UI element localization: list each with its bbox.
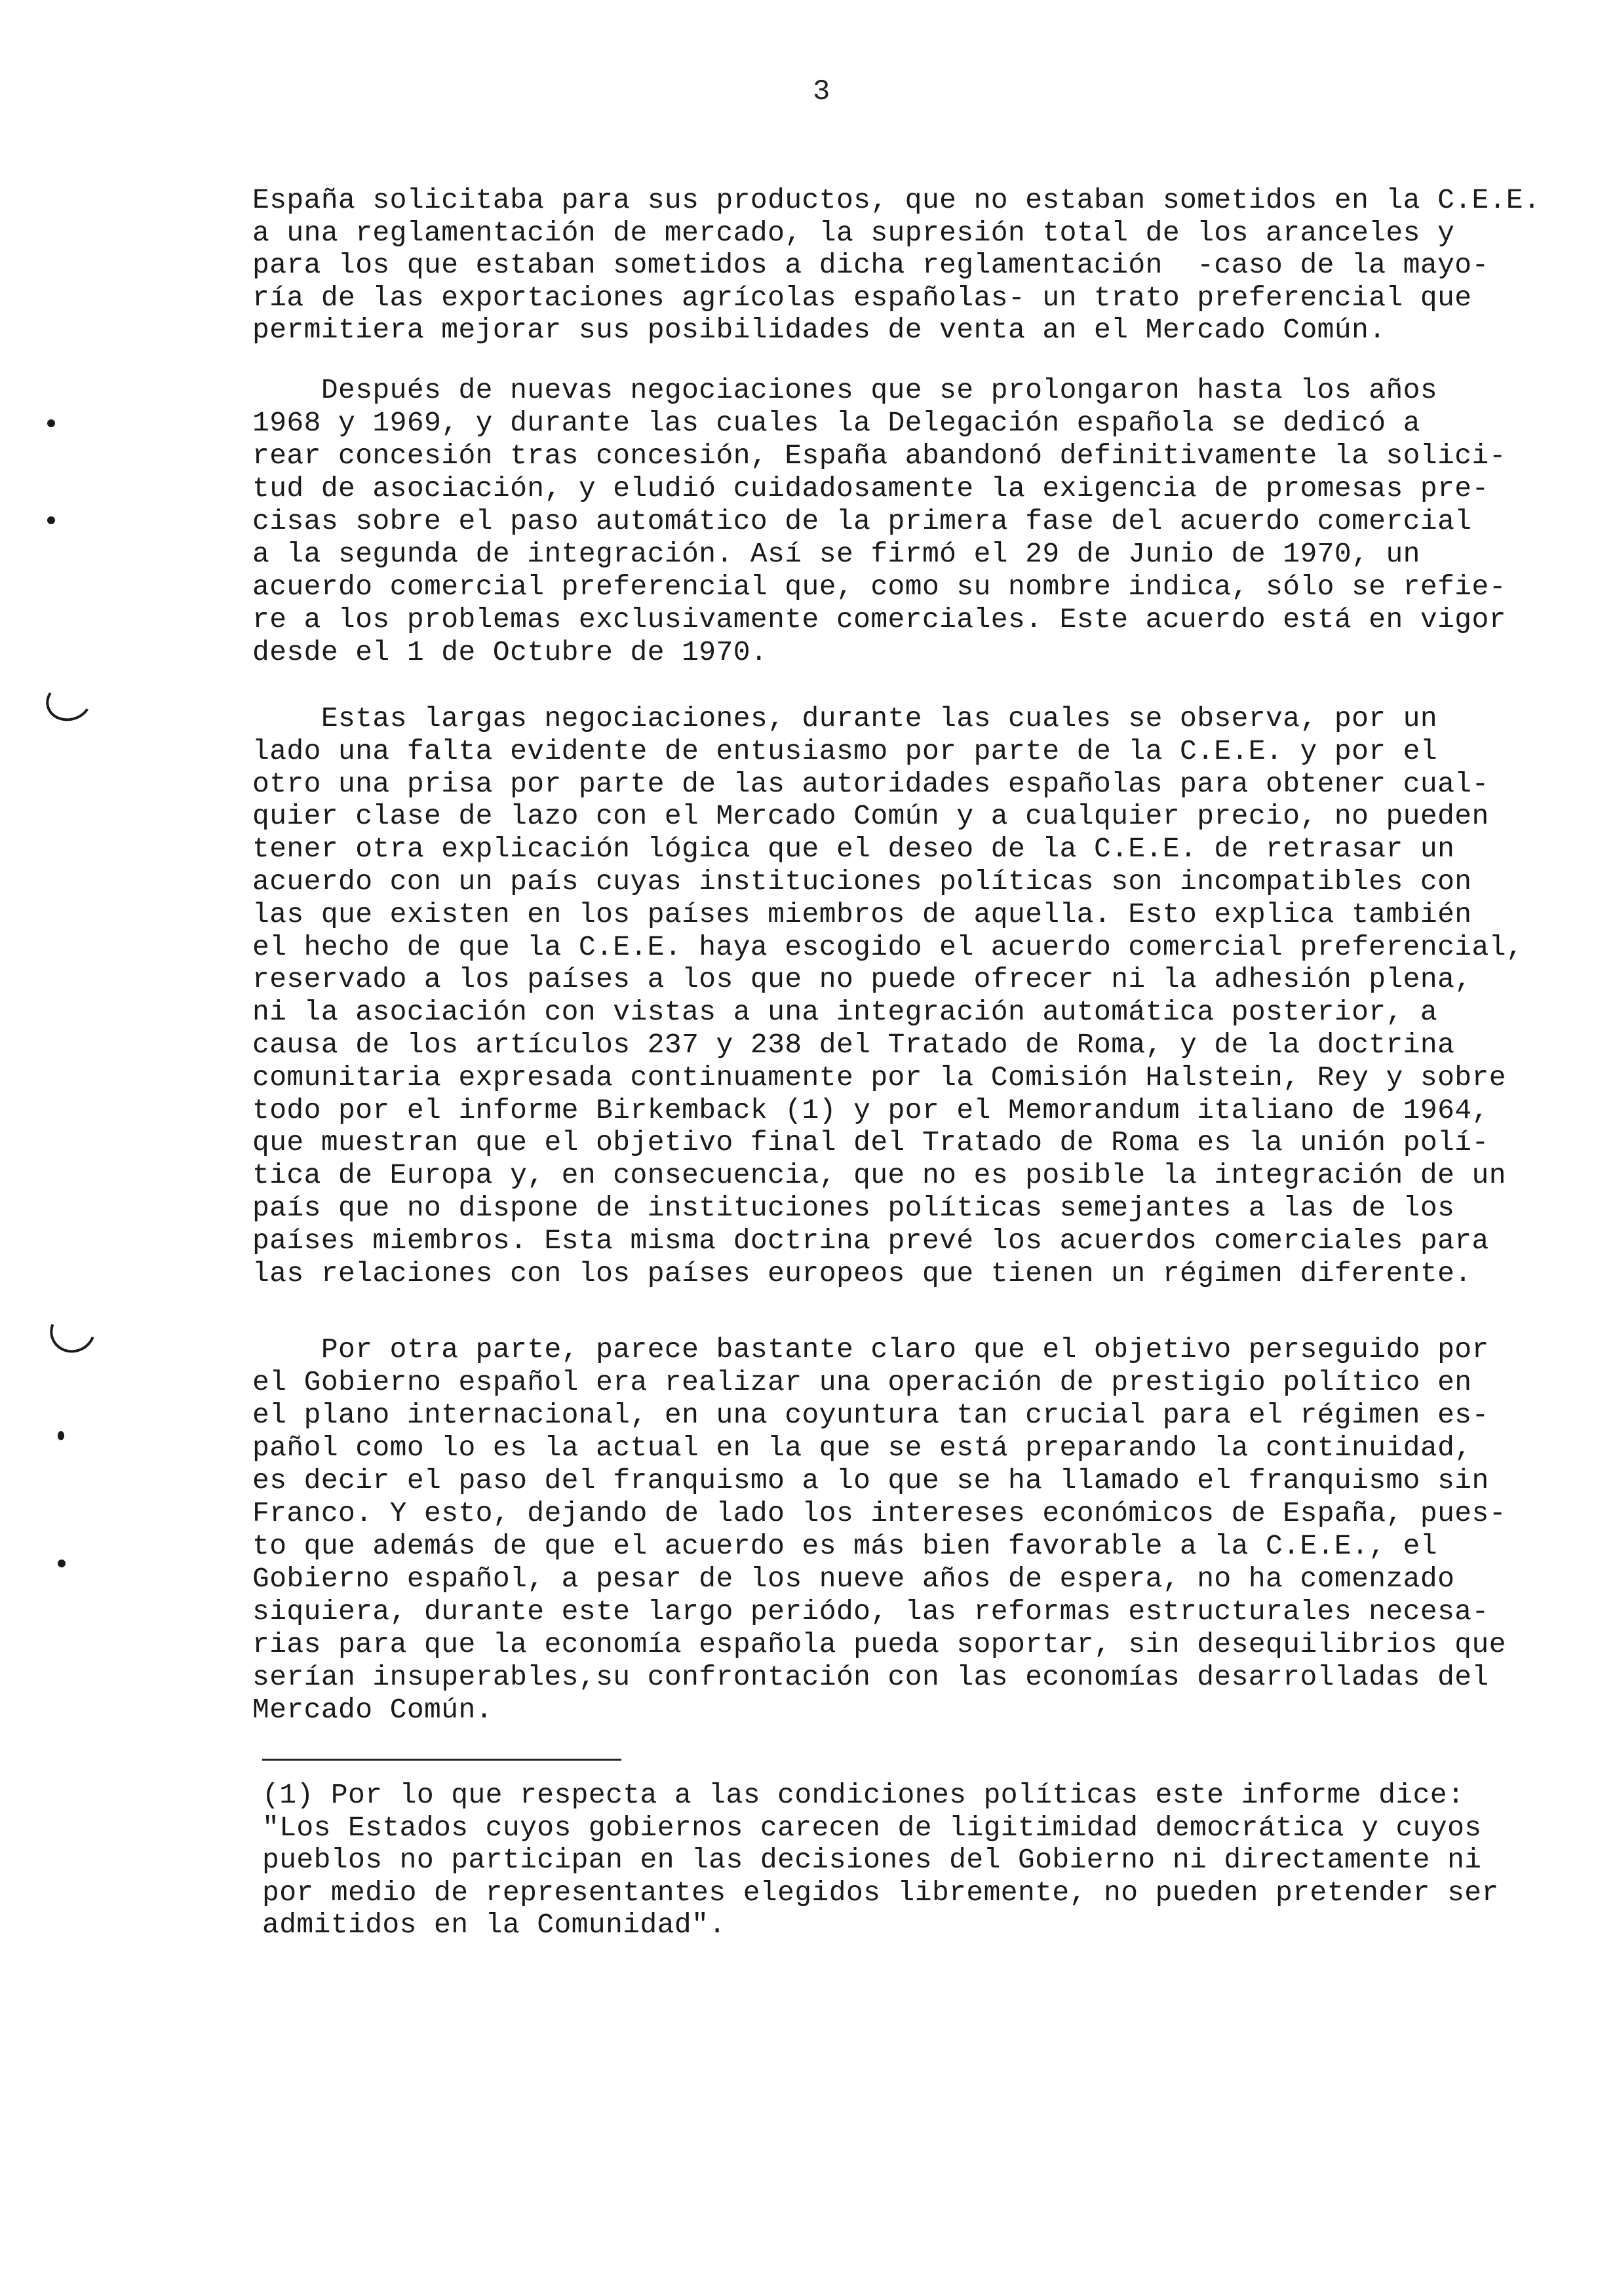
text-line: pañol como lo es la actual en la que se está preparando la continuidad, — [252, 1432, 1472, 1464]
text-line: España solicitaba para sus productos, que no estaban sometidos en la C.E.E. — [252, 184, 1541, 216]
margin-arc — [41, 676, 96, 726]
text-line: Franco. Y esto, dejando de lado los intereses económicos de España, pues- — [252, 1497, 1506, 1529]
text-line: a una reglamentación de mercado, la supresión total de los aranceles y — [252, 216, 1455, 249]
text-line: Después de nuevas negociaciones que se prolongaron hasta los años — [252, 374, 1438, 406]
footnote-line: por medio de representantes elegidos libremente, no pueden pretender ser — [262, 1876, 1499, 1909]
text-line: que muestran que el objetivo final del Tratado de Roma es la unión polí- — [252, 1126, 1489, 1159]
text-line: las que existen en los países miembros de aquella. Esto explica también — [252, 898, 1472, 930]
footnote-separator — [262, 1759, 621, 1761]
footnote-line: (1) Por lo que respecta a las condiciones políticas este informe dice: — [262, 1779, 1465, 1811]
text-line: comunitaria expresada continuamente por la Comisión Halstein, Rey y sobre — [252, 1061, 1506, 1094]
text-line: reservado a los países a los que no puede ofrecer ni la adhesión plena, — [252, 963, 1472, 996]
text-line: ría de las exportaciones agrícolas españolas- un trato preferencial que — [252, 281, 1472, 314]
text-line: rear concesión tras concesión, España abandonó definitivamente la solici- — [252, 440, 1506, 472]
text-line: Por otra parte, parece bastante claro que el objetivo perseguido por — [252, 1333, 1489, 1366]
margin-arc — [43, 1301, 102, 1360]
margin-dot — [47, 419, 55, 427]
text-line: rias para que la economía española pueda soportar, sin desequilibrios que — [252, 1628, 1506, 1660]
footnote-line: "Los Estados cuyos gobiernos carecen de ligitimidad democrática y cuyos — [262, 1811, 1482, 1844]
footnote-line: pueblos no participan en las decisiones del Gobierno ni directamente ni — [262, 1844, 1482, 1876]
text-line: Mercado Común. — [252, 1694, 493, 1726]
text-line: Gobierno español, a pesar de los nueve años de espera, no ha comenzado — [252, 1563, 1455, 1595]
margin-dot — [47, 516, 55, 524]
text-line: país que no dispone de instituciones políticas semejantes a las de los — [252, 1192, 1455, 1224]
text-line: para los que estaban sometidos a dicha reglamentación -caso de la mayo- — [252, 249, 1489, 281]
text-line: todo por el informe Birkemback (1) y por el Memorandum italiano de 1964, — [252, 1094, 1489, 1126]
text-line: acuerdo con un país cuyas instituciones políticas son incompatibles con — [252, 866, 1472, 898]
text-line: siquiera, durante este largo periódo, las reformas estructurales necesa- — [252, 1596, 1489, 1628]
text-line: to que además de que el acuerdo es más bien favorable a la C.E.E., el — [252, 1530, 1438, 1562]
text-line: el hecho de que la C.E.E. haya escogido el acuerdo comercial preferencial, — [252, 930, 1524, 963]
footnote-line: admitidos en la Comunidad". — [262, 1909, 726, 1941]
text-line: causa de los artículos 237 y 238 del Tratado de Roma, y de la doctrina — [252, 1029, 1455, 1061]
text-line: re a los problemas exclusivamente comerciales. Este acuerdo está en vigor — [252, 603, 1506, 636]
text-line: ni la asociación con vistas a una integración automática posterior, a — [252, 996, 1438, 1029]
text-line: tica de Europa y, en consecuencia, que no es posible la integración de un — [252, 1159, 1506, 1192]
text-line: desde el 1 de Octubre de 1970. — [252, 636, 768, 668]
margin-dot — [58, 1431, 64, 1440]
text-line: el Gobierno español era realizar una operación de prestigio político en — [252, 1366, 1472, 1398]
page-number: 3 — [813, 75, 830, 108]
text-line: el plano internacional, en una coyuntura tan crucial para el régimen es- — [252, 1399, 1489, 1431]
margin-dot — [58, 1559, 66, 1567]
text-line: las relaciones con los países europeos que tienen un régimen diferente. — [252, 1257, 1472, 1290]
text-line: tener otra explicación lógica que el deseo de la C.E.E. de retrasar un — [252, 833, 1455, 866]
text-line: quier clase de lazo con el Mercado Común y a cualquier precio, no pueden — [252, 800, 1489, 833]
text-line: Estas largas negociaciones, durante las cuales se observa, por un — [252, 702, 1438, 735]
text-line: serían insuperables,su confrontación con las economías desarrolladas del — [252, 1661, 1489, 1693]
text-line: tud de asociación, y eludió cuidadosamente la exigencia de promesas pre- — [252, 472, 1489, 505]
text-line: permitiera mejorar sus posibilidades de venta an el Mercado Común. — [252, 314, 1386, 346]
text-line: acuerdo comercial preferencial que, como su nombre indica, sólo se refie- — [252, 571, 1506, 603]
text-line: otro una prisa por parte de las autoridades españolas para obtener cual- — [252, 767, 1489, 800]
text-line: lado una falta evidente de entusiasmo por parte de la C.E.E. y por el — [252, 735, 1438, 767]
text-line: países miembros. Esta misma doctrina prevé los acuerdos comerciales para — [252, 1224, 1489, 1257]
text-line: cisas sobre el paso automático de la primera fase del acuerdo comercial — [252, 505, 1472, 537]
text-line: 1968 y 1969, y durante las cuales la Delegación española se dedicó a — [252, 407, 1420, 439]
text-line: es decir el paso del franquismo a lo que se ha llamado el franquismo sin — [252, 1464, 1489, 1497]
text-line: a la segunda de integración. Así se firmó el 29 de Junio de 1970, un — [252, 538, 1420, 570]
